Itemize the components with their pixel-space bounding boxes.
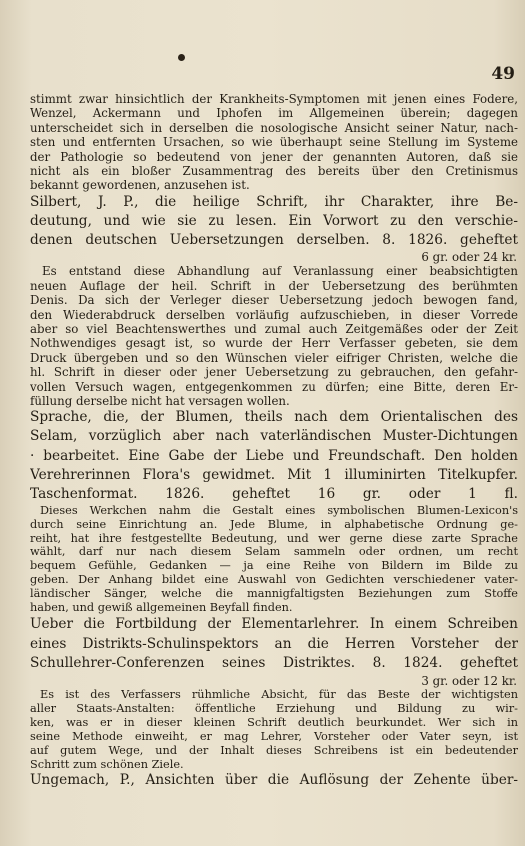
text-line: füllung derselbe nicht hat versagen wollen. <box>30 393 290 408</box>
text-line: bequem Gefühle, Gedanken — ja eine Reihe von Bildern im Bilde zu <box>30 559 518 573</box>
text-line: reiht, hat ihre festgestellte Bedeutung, und wer gerne diese zarte Sprache <box>30 531 518 545</box>
text-line: bekannt gewordenen, anzusehen ist. <box>30 178 250 193</box>
text-line: ken, was er in dieser kleinen Schrift deutlich beurkundet. Wer sich in <box>30 715 518 729</box>
text-line: Dieses Werkchen nahm die Gestalt eines symbolischen Blumen-Lexicon's <box>40 503 518 517</box>
text-line: haben, und gewiß allgemeinen Beyfall finden. <box>30 601 293 615</box>
entry-heading-line: Verehrerinnen Flora's gewidmet. Mit 1 illuminirten Titelkupfer. <box>30 466 518 483</box>
entry-heading-line: Schullehrer-Conferenzen seines Distriktes. 8. 1824. geheftet <box>30 655 518 672</box>
text-line: Denis. Da sich der Verleger dieser Uebersetzung jedoch bewogen fand, <box>30 293 518 308</box>
text-line: wählt, darf nur nach diesem Selam sammeln oder ordnen, um recht <box>30 545 518 559</box>
text-line: nicht als ein bloßer Zusammentrag des bereits über den Cretinismus <box>30 163 518 178</box>
entry-heading-line: Sprache, die, der Blumen, theils nach dem Orientalischen des <box>30 409 518 426</box>
entry-heading-line: · bearbeitet. Eine Gabe der Liebe und Freundschaft. Den holden <box>30 447 518 464</box>
entry-heading-line: Silbert, J. P., die heilige Schrift, ihr Charakter, ihre Be- <box>30 193 518 210</box>
text-line: Schritt zum schönen Ziele. <box>30 757 184 771</box>
price-line: 3 gr. oder 12 kr. <box>421 673 517 688</box>
text-line: den Wiederabdruck derselben vorläufig aufzuschieben, in dieser Vorrede <box>30 307 518 322</box>
ink-mark <box>178 54 185 61</box>
text-line: sten und entfernten Ursachen, so wie überhaupt seine Stellung im Systeme <box>30 135 518 150</box>
entry-heading-line: Ungemach, P., Ansichten über die Auflösung der Zehente über- <box>30 772 518 789</box>
text-line: unterscheidet sich in derselben die nosologische Ansicht seiner Natur, nach- <box>30 120 518 135</box>
price-line: 6 gr. oder 24 kr. <box>421 250 517 265</box>
text-line: auf gutem Wege, und der Inhalt dieses Schreibens ist ein bedeutender <box>30 743 518 757</box>
text-line: durch seine Einrichtung an. Jede Blume, in alphabetische Ordnung ge- <box>30 517 518 531</box>
text-line: Wenzel, Ackermann und Iphofen im Allgemeinen überein; dagegen <box>30 106 518 121</box>
text-line: aller Staats-Anstalten: öffentliche Erziehung und Bildung zu wir- <box>30 701 518 715</box>
entry-heading-line: denen deutschen Uebersetzungen derselben. 8. 1826. geheftet <box>30 231 518 248</box>
text-line: ländischer Sänger, welche die mannigfaltigsten Beziehungen zum Stoffe <box>30 587 518 601</box>
entry-heading-line: deutung, und wie sie zu lesen. Ein Vorwort zu den verschie- <box>30 212 518 229</box>
entry-heading-line: Ueber die Fortbildung der Elementarlehrer. In einem Schreiben <box>30 615 518 632</box>
text-line: vollen Versuch wagen, entgegenkommen zu dürfen; eine Bitte, deren Er- <box>30 379 518 394</box>
text-line: aber so viel Beachtenswerthes und zumal auch Zeitgemäßes oder der Zeit <box>30 321 518 336</box>
text-line: der Pathologie so bedeutend von jener der genannten Autoren, daß sie <box>30 149 518 164</box>
text-line: hl. Schrift in dieser oder jener Uebersetzung zu gebrauchen, den gefahr- <box>30 365 518 380</box>
entry-heading-line: Taschenformat. 1826. geheftet 16 gr. oder 1 fl. <box>30 485 518 502</box>
page-text <box>30 92 518 791</box>
text-line: stimmt zwar hinsichtlich der Krankheits-Symptomen mit jenen eines Fodere, <box>30 92 518 106</box>
text-line: Nothwendiges gesagt ist, so wurde der Herr Verfasser gebeten, sie dem <box>30 336 518 351</box>
text-line: Es entstand diese Abhandlung auf Veranlassung einer beabsichtigten <box>42 264 518 279</box>
text-line: neuen Auflage der heil. Schrift in der Uebersetzung des berühmten <box>30 278 518 293</box>
text-line: geben. Der Anhang bildet eine Auswahl von Gedichten verschiedener vater- <box>30 573 518 587</box>
text-line: Es ist des Verfassers rühmliche Absicht, für das Beste der wichtigsten <box>40 688 518 702</box>
text-line: seine Methode einweiht, er mag Lehrer, Vorsteher oder Vater seyn, ist <box>30 729 518 743</box>
entry-heading-line: Selam, vorzüglich aber nach vaterländischen Muster-Dichtungen <box>30 428 518 445</box>
entry-heading-line: eines Distrikts-Schulinspektors an die Herren Vorsteher der <box>30 635 518 652</box>
page-number: 49 <box>491 64 515 84</box>
text-line: Druck übergeben und so den Wünschen vieler eifriger Christen, welche die <box>30 350 518 365</box>
